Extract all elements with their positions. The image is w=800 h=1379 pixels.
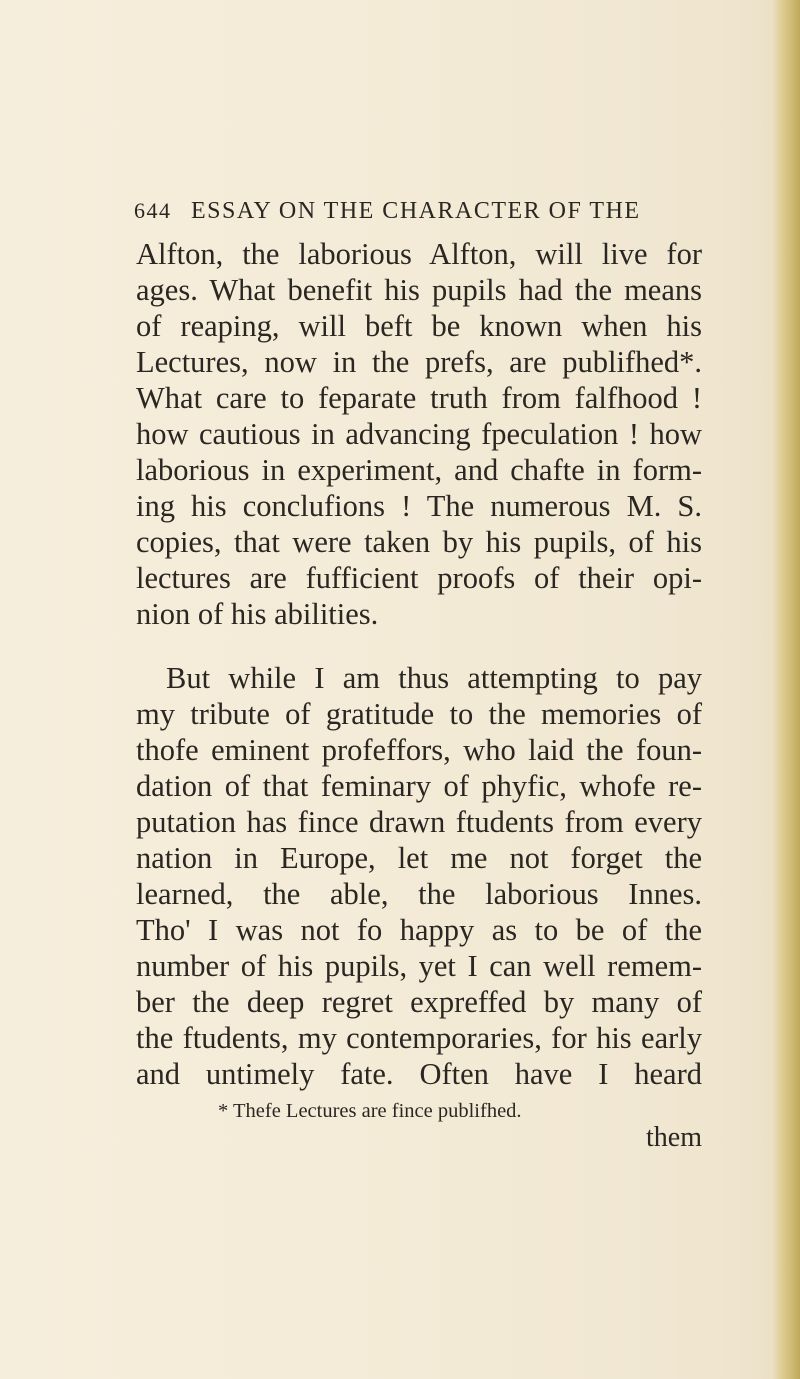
footnote: * Thefe Lectures are fince publifhed. <box>218 1100 522 1122</box>
page-number: 644 <box>134 198 172 223</box>
text-line: nation in Europe, let me not forget the <box>136 841 702 875</box>
text-line: copies, that were taken by his pupils, of his <box>136 525 702 559</box>
catchword: them <box>646 1122 702 1153</box>
text-line: ber the deep regret expreffed by many of <box>136 985 702 1019</box>
page-edge <box>772 0 800 1379</box>
text-line: and untimely fate. Often have I heard <box>136 1057 702 1091</box>
text-line: But while I am thus attempting to pay <box>166 661 702 695</box>
text-line: lectures are fufficient proofs of their opi- <box>136 561 702 595</box>
text-line: ing his conclufions ! The numerous M. S. <box>136 489 702 523</box>
text-line: how cautious in advancing fpeculation ! how <box>136 417 702 451</box>
text-line: dation of that feminary of phyfic, whofe re- <box>136 769 702 803</box>
text-line: Lectures, now in the prefs, are publifhed*. <box>136 345 702 379</box>
text-line: of reaping, will beft be known when his <box>136 309 702 343</box>
text-line: putation has fince drawn ftudents from every <box>136 805 702 839</box>
running-header <box>134 198 694 225</box>
text-line: Tho' I was not fo happy as to be of the <box>136 913 702 947</box>
text-line: thofe eminent profeffors, who laid the foun- <box>136 733 702 767</box>
text-line: the ftudents, my contemporaries, for his early <box>136 1021 702 1055</box>
running-title: ESSAY ON THE CHARACTER OF THE <box>191 198 641 224</box>
text-line: Alfton, the laborious Alfton, will live for <box>136 237 702 271</box>
text-line: nion of his abilities. <box>136 597 379 631</box>
text-line: ages. What benefit his pupils had the means <box>136 273 702 307</box>
text-line: laborious in experiment, and chafte in form- <box>136 453 702 487</box>
text-line: number of his pupils, yet I can well remem- <box>136 949 702 983</box>
text-line: What care to feparate truth from falfhood ! <box>136 381 702 415</box>
text-line: learned, the able, the laborious Innes. <box>136 877 702 911</box>
text-line: my tribute of gratitude to the memories of <box>136 697 702 731</box>
